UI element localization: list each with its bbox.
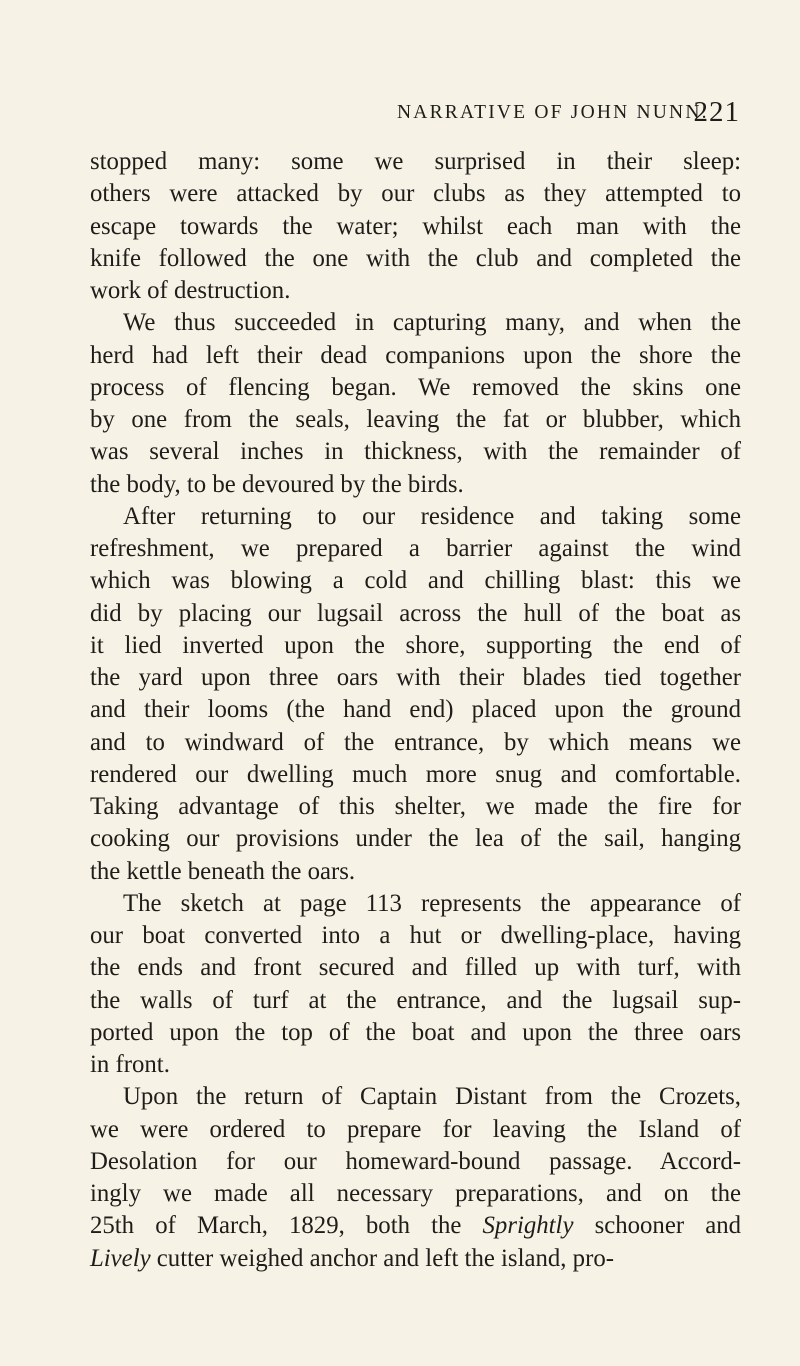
text-fragment: schooner and: [573, 1212, 741, 1240]
text-line: Desolation for our homeward-bound passage. Accord-: [90, 1147, 741, 1175]
text-line: our boat converted into a hut or dwelling-place, having: [90, 922, 741, 949]
text-fragment: 25th of March, 1829, both the: [90, 1212, 483, 1240]
text-line: it lied inverted upon the shore, supporting the end of: [90, 631, 741, 659]
paragraph-start-line: Upon the return of Captain Distant from the Crozets,: [123, 1083, 741, 1111]
text-line: stopped many: some we surprised in their sleep:: [90, 148, 741, 175]
text-line: we were ordered to prepare for leaving the Island of: [90, 1115, 741, 1143]
text-line: and to windward of the entrance, by which means we: [90, 728, 741, 756]
text-line: work of destruction.: [90, 277, 291, 304]
text-line: the walls of turf at the entrance, and the lugsail sup-: [90, 986, 741, 1014]
text-line: the kettle beneath the oars.: [90, 857, 356, 885]
ship-name-sprightly: Sprightly: [482, 1212, 574, 1240]
text-line: Taking advantage of this shelter, we made the fire for: [90, 793, 741, 820]
text-line: refreshment, we prepared a barrier against the wind: [90, 535, 741, 562]
text-line: process of flencing began. We removed the skins one: [90, 373, 741, 401]
text-line: and their looms (the hand end) placed upon the ground: [90, 696, 741, 724]
text-line: the yard upon three oars with their blades tied together: [90, 664, 741, 691]
text-line: rendered our dwelling much more snug and comfortable.: [90, 760, 741, 788]
text-line: ingly we made all necessary preparations, and on the: [90, 1180, 741, 1207]
text-line: did by placing our lugsail across the hull of the boat as: [90, 599, 741, 627]
text-line: in front.: [90, 1051, 170, 1078]
text-line: cooking our provisions under the lea of the sail, hanging: [90, 825, 741, 853]
running-head-title: NARRATIVE OF JOHN NUNN.: [397, 102, 709, 123]
text-line: the ends and front secured and filled up with turf, with: [90, 954, 741, 982]
page-number: 221: [693, 96, 740, 128]
text-line: the body, to be devoured by the birds.: [90, 470, 464, 498]
paragraph-start-line: The sketch at page 113 represents the appearance of: [123, 889, 741, 917]
text-line: ported upon the top of the boat and upon the three oars: [90, 1018, 741, 1046]
text-line: knife followed the one with the club and completed the: [90, 244, 741, 272]
ship-name-lively: Lively: [90, 1244, 151, 1272]
text-line: was several inches in thickness, with the remainder of: [90, 438, 741, 466]
body-text: [90, 146, 741, 1275]
text-line: herd had left their dead companions upon the shore the: [90, 341, 741, 369]
text-line: which was blowing a cold and chilling blast: this we: [90, 567, 741, 595]
text-line: others were attacked by our clubs as they attempted to: [90, 180, 741, 208]
text-line: by one from the seals, leaving the fat or blubber, which: [90, 406, 741, 433]
text-line: escape towards the water; whilst each man with the: [90, 212, 741, 240]
paragraph-start-line: We thus succeeded in capturing many, and when the: [123, 309, 741, 337]
text-fragment: cutter weighed anchor and left the island, pro-: [150, 1244, 614, 1272]
paragraph-start-line: After returning to our residence and taking some: [123, 502, 741, 530]
text-line: [90, 1243, 741, 1275]
text-line: [90, 1210, 741, 1242]
running-head: [100, 98, 740, 134]
